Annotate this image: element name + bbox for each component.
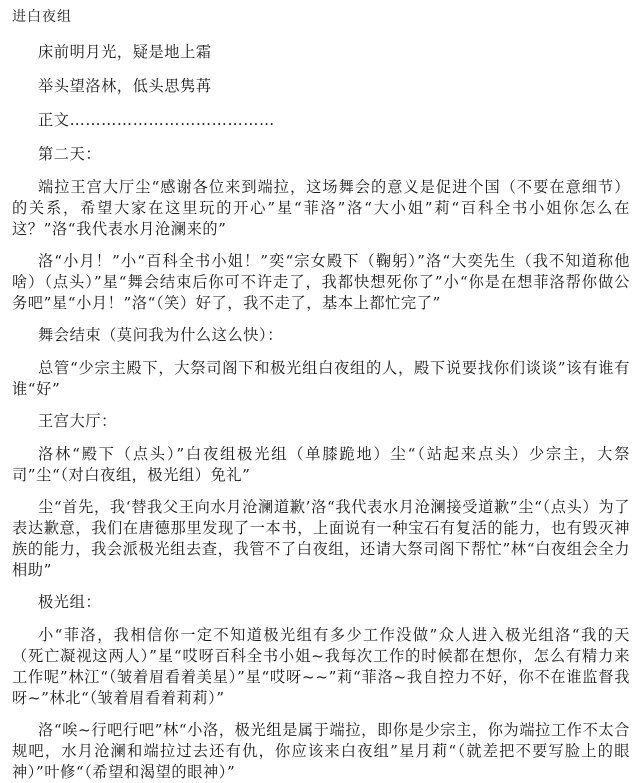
paragraph: 洛林“殿下（点头）”白夜组极光组（单膝跪地）尘“（站起来点头）少宗主，大祭司”尘“（对白夜组，极光组）免礼” xyxy=(12,445,630,484)
document-title: 进白夜组 xyxy=(12,9,72,25)
section-heading-day-two: 第二天： xyxy=(38,145,102,163)
paragraph: 洛“唉~行吧行吧”林“小洛，极光组是属于端拉，即你是少宗主，你为端拉工作不太合规吧，水月沧澜和端拉过去还有仇，你应该来白夜组”星月莉“（就差把不要写脸上的眼神）”叶修“（希望和渴望的眼神）” xyxy=(12,721,630,781)
paragraph: 洛“小月！”小“百科全书小姐！”奕“宗女殿下（鞠躬）”洛“大奕先生（我不知道称他啥）（点头）”星“舞会结束后你可不许走了，我都快想死你了”小“你是在想菲洛帮你做公务吧”星“小月！”洛“（笑）好了，我不走了，基本上都忙完了” xyxy=(12,252,630,312)
paragraph: 总管“少宗主殿下，大祭司阁下和极光组白夜组的人，殿下说要找你们谈谈”该有谁有谁“好” xyxy=(12,359,630,398)
section-heading-ball-end: 舞会结束（莫问我为什么这么快）： xyxy=(38,326,283,344)
text-divider: 正文………………………………… xyxy=(38,111,275,129)
paragraph: 小“菲洛，我相信你一定不知道极光组有多少工作没做”众人进入极光组洛“我的天（死亡凝视这两人）”星“哎呀百科全书小姐~我每次工作的时候都在想你，怎么有精力来工作呢”林江“（皱着眉看着美星）”星“哎呀~~”莉“菲洛~我自控力不好，你不在谁监督我呀~”林北“（皱着眉看着莉莉）” xyxy=(12,626,630,707)
poem-line-1: 床前明月光，疑是地上霜 xyxy=(38,43,212,61)
paragraph: 尘“首先，我‘替我父王向水月沧澜道歉’洛“我代表水月沧澜接受道歉”尘“（点头）为了表达歉意，我们在唐德那里发现了一本书，上面说有一种宝石有复活的能力，也有毁灭神族的能力，我会派极光组去查，我管不了白夜组，还请大祭司阁下帮忙”林“白夜组会全力相助” xyxy=(12,498,630,579)
paragraph: 端拉王宫大厅尘“感谢各位来到端拉，这场舞会的意义是促进个国（不要在意细节）的关系，希望大家在这里玩的开心”星“菲洛”洛“大小姐”莉“百科全书小姐你怎么在这？”洛“我代表水月沧澜来的” xyxy=(12,178,630,238)
poem-line-2: 举头望洛林，低头思隽苒 xyxy=(38,77,212,95)
section-heading-aurora-group: 极光组： xyxy=(38,593,102,611)
section-heading-palace-hall: 王宫大厅： xyxy=(38,412,117,430)
